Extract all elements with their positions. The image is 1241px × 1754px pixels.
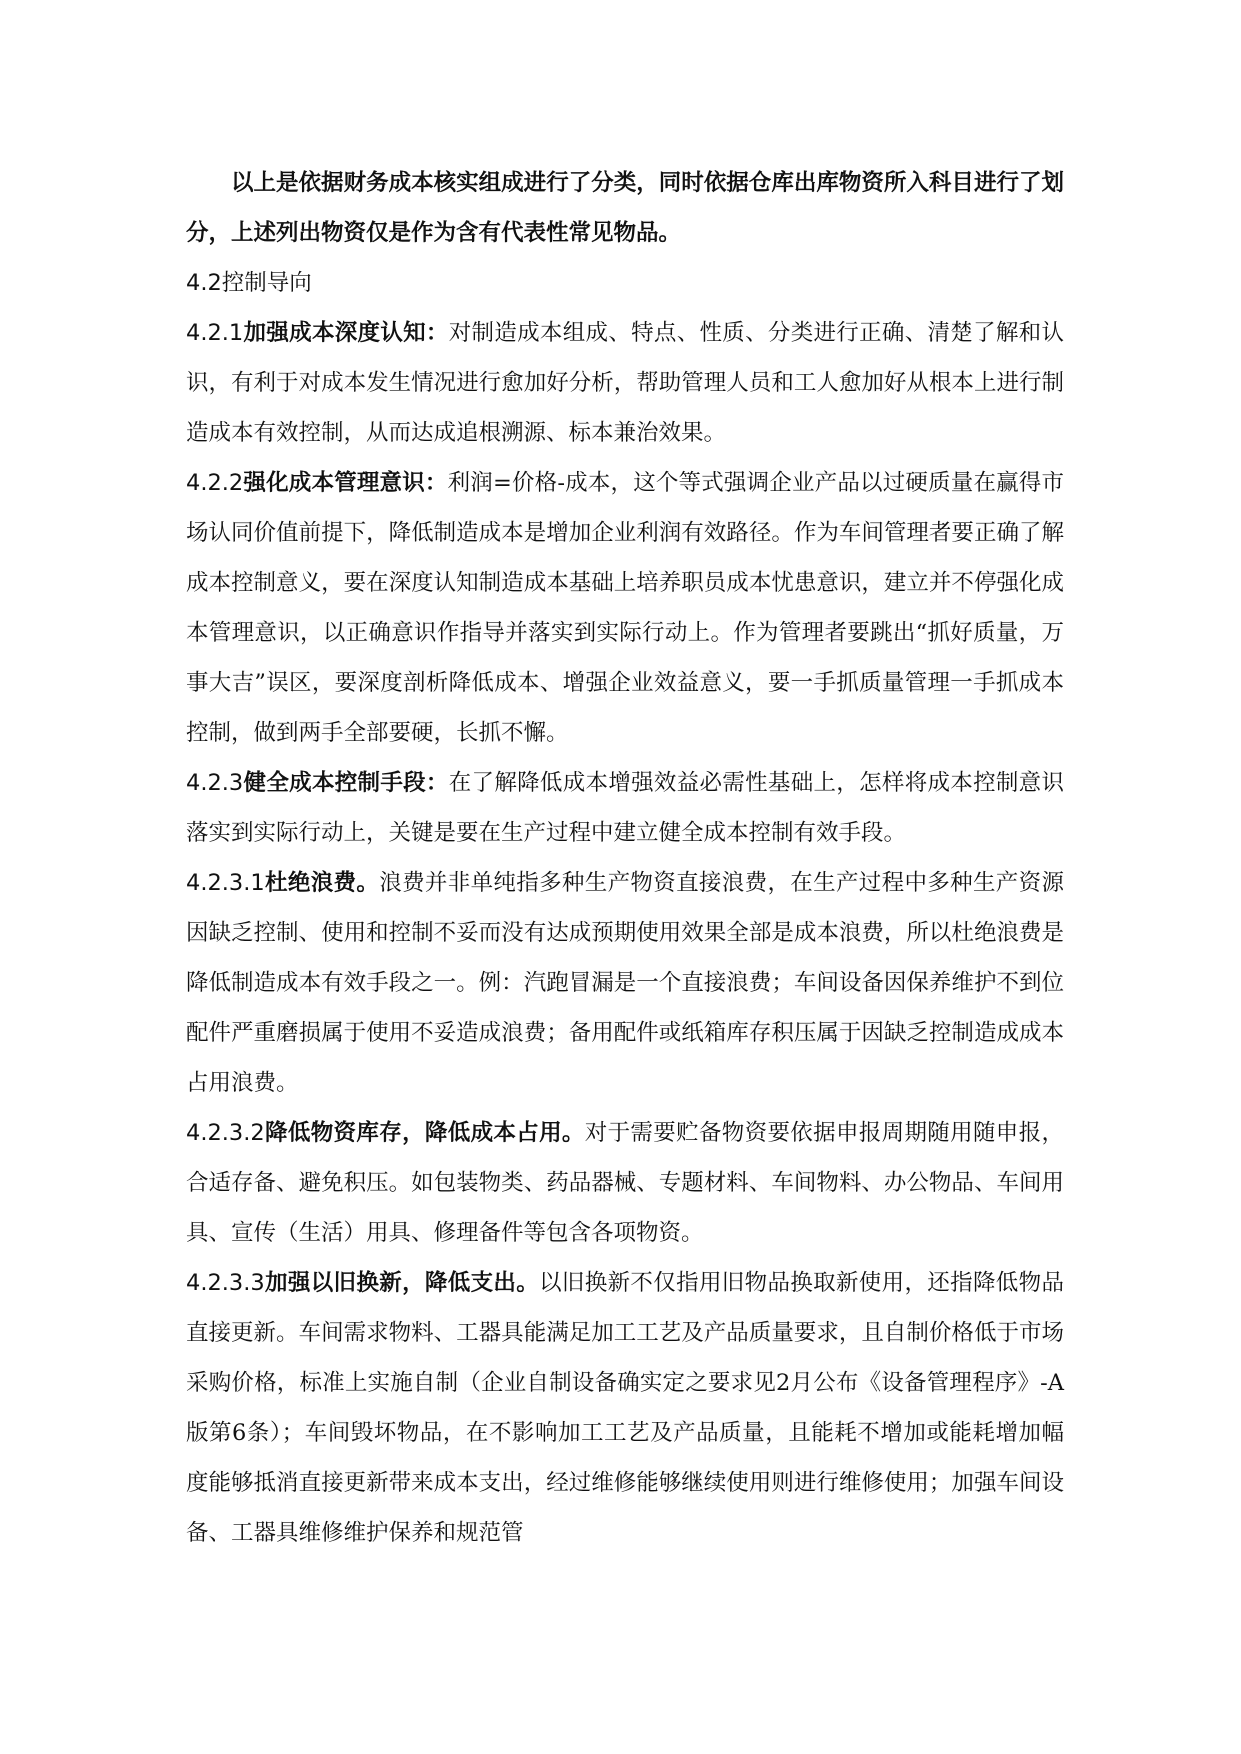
section-4-2-3-paragraph [186,758,1064,858]
document-body [186,158,1064,1558]
section-4-2-3-1-paragraph [186,858,1064,1108]
section-4-2-3-3-paragraph [186,1258,1064,1558]
section-body: 浪费并非单纯指多种生产物资直接浪费，在生产过程中多种生产资源因缺乏控制、使用和控制不妥而没有达成预期使用效果全部是成本浪费，所以杜绝浪费是降低制造成本有效手段之一。例：汽跑冒漏是一个直接浪费；车间设备因保养维护不到位配件严重磨损属于使用不妥造成浪费；备用配件或纸箱库存积压属于因缺乏控制造成成本占用浪费。 [186,870,1064,1096]
section-4-2-3-2-paragraph [186,1108,1064,1258]
section-number: 4.2.3.2 [186,1120,265,1146]
section-lead: 加强以旧换新，降低支出。 [264,1270,540,1296]
section-body: 对制造成本组成、特点、性质、分类进行正确、清楚了解和认识，有利于对成本发生情况进行愈加好分析，帮助管理人员和工人愈加好从根本上进行制造成本有效控制，从而达成追根溯源、标本兼治效果。 [186,320,1064,446]
section-lead: 健全成本控制手段： [243,770,449,796]
section-number: 4.2.3 [186,770,244,796]
section-body: 利润=价格-成本，这个等式强调企业产品以过硬质量在赢得市场认同价值前提下，降低制造成本是增加企业利润有效路径。作为车间管理者要正确了解成本控制意义，要在深度认知制造成本基础上培养职员成本忧患意识，建立并不停强化成本管理意识，以正确意识作指导并落实到实际行动上。作为管理者要跳出“抓好质量，万事大吉”误区，要深度剖析降低成本、增强企业效益意义，要一手抓质量管理一手抓成本控制，做到两手全部要硬，长抓不懈。 [186,470,1064,746]
section-number: 4.2.1 [186,320,244,346]
section-number: 4.2.3.3 [186,1270,265,1296]
section-number: 4.2.3.1 [186,870,265,896]
section-body: 对于需要贮备物资要依据申报周期随用随申报，合适存备、避免积压。如包装物类、药品器械、专题材料、车间物料、办公物品、车间用具、宣传（生活）用具、修理备件等包含各项物资。 [186,1120,1064,1246]
section-lead: 杜绝浪费。 [264,870,380,896]
section-lead: 加强成本深度认知： [243,320,449,346]
section-4-2-1-paragraph [186,308,1064,458]
section-body: 以旧换新不仅指用旧物品换取新使用，还指降低物品直接更新。车间需求物料、工器具能满足加工工艺及产品质量要求，且自制价格低于市场采购价格，标准上实施自制（企业自制设备确实定之要求见2月公布《设备管理程序》-A版第6条）；车间毁坏物品，在不影响加工工艺及产品质量，且能耗不增加或能耗增加幅度能够抵消直接更新带来成本支出，经过维修能够继续使用则进行维修使用；加强车间设备、工器具维修维护保养和规范管 [186,1270,1064,1546]
section-4-2-heading: 4.2控制导向 [186,270,312,296]
section-lead: 降低物资库存，降低成本占用。 [264,1120,585,1146]
section-number: 4.2.2 [186,470,244,496]
section-lead: 强化成本管理意识： [243,470,448,496]
section-4-2-2-paragraph [186,458,1064,758]
intro-paragraph: 以上是依据财务成本核实组成进行了分类，同时依据仓库出库物资所入科目进行了划分，上述列出物资仅是作为含有代表性常见物品。 [186,170,1064,246]
section-body: 在了解降低成本增强效益必需性基础上，怎样将成本控制意识落实到实际行动上，关键是要在生产过程中建立健全成本控制有效手段。 [186,770,1064,846]
